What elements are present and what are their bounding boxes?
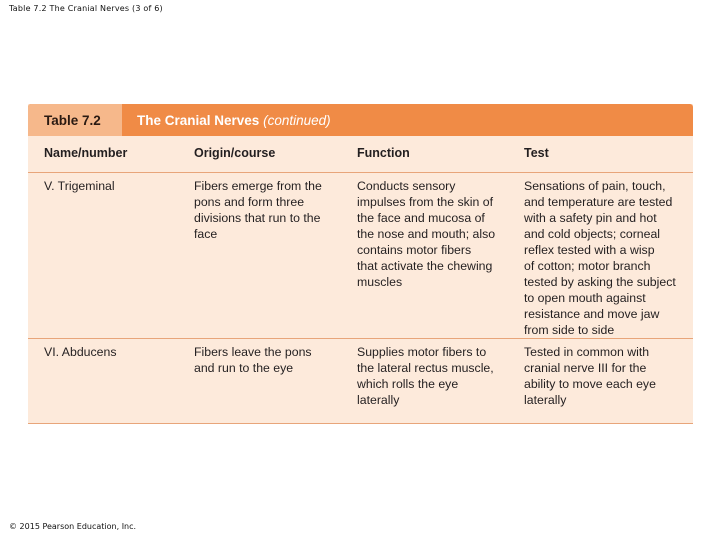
slide-title: Table 7.2 The Cranial Nerves (3 of 6) (9, 4, 163, 13)
cell-origin (194, 344, 342, 376)
cell-line: to open mouth against (524, 291, 646, 305)
cell-line: contains motor fibers (357, 243, 472, 257)
cell-function (357, 178, 507, 290)
cell-line: of cotton; motor branch (524, 259, 651, 273)
cell-test (524, 178, 688, 338)
table-title (137, 113, 331, 128)
table-number: Table 7.2 (44, 113, 101, 128)
cell-line: and cold objects; corneal (524, 227, 661, 241)
cell-line: pons and form three (194, 195, 305, 209)
column-header-origin: Origin/course (194, 146, 276, 160)
column-header-name: Name/number (44, 146, 128, 160)
cell-line: ability to move each eye (524, 377, 656, 391)
table-row-trigeminal (28, 173, 693, 339)
cell-line: cranial nerve III for the (524, 361, 647, 375)
cell-line: Fibers emerge from the (194, 179, 322, 193)
cell-line: and run to the eye (194, 361, 294, 375)
cell-line: the face and mucosa of (357, 211, 485, 225)
cell-function (357, 344, 507, 408)
cell-line: laterally (357, 393, 400, 407)
cell-origin (194, 178, 342, 242)
cell-line: resistance and move jaw (524, 307, 660, 321)
column-header-row (28, 136, 693, 173)
cranial-nerves-table (28, 104, 693, 424)
cell-line: Fibers leave the pons (194, 345, 312, 359)
table-number-tab (28, 104, 122, 136)
cell-name (44, 178, 189, 194)
cell-test (524, 344, 688, 408)
column-header-test: Test (524, 146, 549, 160)
table-header-bar (28, 104, 693, 136)
table-title-text: The Cranial Nerves (137, 113, 260, 128)
cell-line: VI. Abducens (44, 345, 117, 359)
cell-line: Tested in common with (524, 345, 650, 359)
table-title-note: (continued) (263, 113, 331, 128)
cell-line: tested by asking the subject (524, 275, 676, 289)
cell-line: the lateral rectus muscle, (357, 361, 494, 375)
cell-line: that activate the chewing (357, 259, 493, 273)
cell-line: Sensations of pain, touch, (524, 179, 666, 193)
cell-line: reflex tested with a wisp (524, 243, 655, 257)
cell-line: and temperature are tested (524, 195, 673, 209)
cell-line: laterally (524, 393, 567, 407)
copyright-notice: © 2015 Pearson Education, Inc. (9, 522, 137, 531)
cell-line: impulses from the skin of (357, 195, 493, 209)
cell-line: from side to side (524, 323, 615, 337)
cell-line: divisions that run to the (194, 211, 321, 225)
cell-line: face (194, 227, 218, 241)
cell-name (44, 344, 189, 360)
cell-line: muscles (357, 275, 403, 289)
column-header-function: Function (357, 146, 410, 160)
cell-line: Conducts sensory (357, 179, 456, 193)
cell-line: which rolls the eye (357, 377, 459, 391)
cell-line: Supplies motor fibers to (357, 345, 487, 359)
table-row-abducens (28, 339, 693, 424)
cell-line: with a safety pin and hot (524, 211, 657, 225)
cell-line: V. Trigeminal (44, 179, 115, 193)
cell-line: the nose and mouth; also (357, 227, 496, 241)
